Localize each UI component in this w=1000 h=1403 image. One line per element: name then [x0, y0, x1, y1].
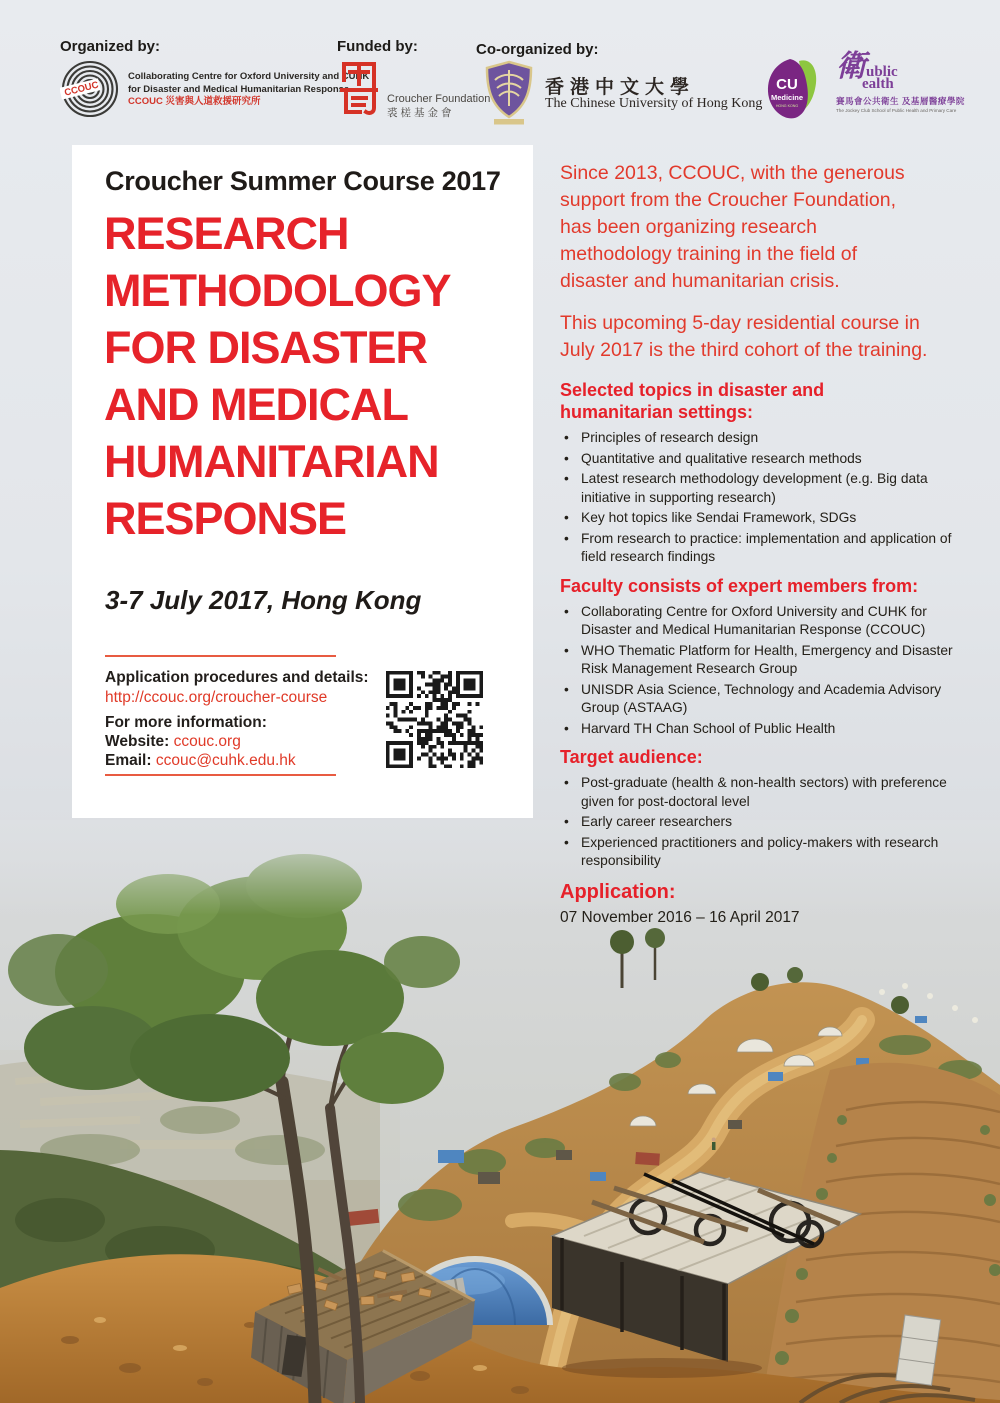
intro-line: methodology training in the field of: [560, 243, 858, 265]
heading-line: humanitarian settings:: [560, 402, 754, 422]
website-label: Website:: [105, 733, 170, 750]
bullet-item: • Collaborating Centre for Oxford University and CUHK for Disaster and Medical Humanitarian Response (CCOUC): [560, 603, 960, 640]
croucher-foundation-name: [387, 92, 490, 120]
title-line: AND MEDICAL: [104, 379, 408, 430]
cuhk-name-cn: 香港中文大學: [545, 77, 696, 98]
cuhk-name-en: The Chinese University of Hong Kong: [545, 96, 763, 111]
topics-list: [560, 429, 960, 567]
croucher-seal-icon: [336, 58, 382, 118]
email-link[interactable]: ccouc@cuhk.edu.hk: [155, 752, 296, 769]
ccouc-line3: CCOUC 災害與人道救援研究所: [128, 96, 261, 107]
bullet-item: • Quantitative and qualitative research methods: [560, 450, 960, 469]
bullet-item: • UNISDR Asia Science, Technology and Academia Advisory Group (ASTAAG): [560, 681, 960, 718]
intro-line: July 2017 is the third cohort of the training.: [560, 339, 928, 361]
title-line: METHODOLOGY: [104, 265, 451, 316]
bullet-item: • From research to practice: implementation and application of field research findings: [560, 530, 960, 567]
cuhk-logo-icon: [483, 60, 535, 126]
ph-name-en: The Jockey Club School of Public Health and Primary Care: [836, 108, 957, 113]
ph-calligraphy-char: 衛: [836, 50, 866, 83]
section-heading-faculty: [560, 575, 960, 597]
ccouc-line1: Collaborating Centre for Oxford University and CUHK: [128, 71, 370, 82]
ph-ealth-text: ealth: [862, 76, 894, 92]
bullet-item: • WHO Thematic Platform for Health, Emergency and Disaster Risk Management Research Group: [560, 642, 960, 679]
public-health-school-logo: [836, 50, 976, 113]
title-line: RESEARCH: [104, 208, 349, 259]
croucher-name-cn: 裘槎基金會: [387, 107, 455, 119]
svg-text:CU: CU: [776, 76, 798, 93]
application-details-label: Application procedures and details:: [105, 669, 369, 686]
email-row: [105, 752, 296, 770]
website-row: [105, 733, 241, 751]
course-date-location: 3-7 July 2017, Hong Kong: [105, 585, 422, 615]
funded-by-label: Funded by:: [337, 38, 418, 55]
intro-paragraph-2: [560, 310, 960, 364]
title-line: FOR DISASTER: [104, 322, 428, 373]
intro-line: disaster and humanitarian crisis.: [560, 270, 840, 292]
intro-line: This upcoming 5-day residential course in: [560, 312, 920, 334]
audience-list: [560, 774, 960, 871]
section-heading-topics: [560, 379, 960, 423]
course-kicker: Croucher Summer Course 2017: [105, 166, 501, 196]
intro-paragraph-1: [560, 160, 960, 295]
heading-line: Selected topics in disaster and: [560, 380, 825, 400]
bullet-item: • Early career researchers: [560, 813, 960, 832]
svg-text:CCOUC: CCOUC: [63, 79, 100, 99]
co-organized-by-label: Co-organized by:: [476, 41, 599, 58]
intro-line: has been organizing research: [560, 216, 817, 238]
organized-by-label: Organized by:: [60, 38, 161, 55]
title-card: [72, 145, 533, 818]
svg-text:HONG KONG: HONG KONG: [775, 104, 799, 108]
ph-name-cn: 賽馬會公共衛生 及基層醫療學院: [836, 96, 965, 106]
bullet-item: • Principles of research design: [560, 429, 960, 448]
application-period: 07 November 2016 – 16 April 2017: [560, 908, 800, 926]
application-url-link[interactable]: http://ccouc.org/croucher-course: [105, 689, 328, 706]
ccouc-logo-icon: [60, 59, 120, 119]
svg-text:Medicine: Medicine: [770, 93, 804, 102]
heading-line: Faculty consists of expert members from:: [560, 575, 919, 596]
email-label: Email:: [105, 752, 152, 769]
bullet-item: • Key hot topics like Sendai Framework, SDGs: [560, 509, 960, 528]
qr-code: [378, 663, 491, 776]
faculty-list: [560, 603, 960, 739]
cu-medicine-logo-icon: [763, 57, 819, 123]
bullet-item: • Experienced practitioners and policy-makers with research responsibility: [560, 834, 960, 871]
application-heading: Application:: [560, 880, 676, 903]
divider-line: [105, 655, 336, 657]
heading-line: Target audience:: [560, 747, 703, 767]
more-info-label: For more information:: [105, 714, 267, 731]
title-line: RESPONSE: [104, 493, 347, 544]
ccouc-line2: for Disaster and Medical Humanitarian Response: [128, 83, 350, 95]
bullet-item: • Post-graduate (health & non-health sectors) with preference given for post-doctoral level: [560, 774, 960, 811]
website-link[interactable]: ccouc.org: [173, 733, 241, 750]
intro-line: Since 2013, CCOUC, with the generous: [560, 162, 905, 184]
course-info-column: [560, 160, 960, 927]
bullet-item: • Harvard TH Chan School of Public Health: [560, 720, 960, 739]
croucher-name-en: Croucher Foundation: [387, 93, 491, 105]
ph-ublic-text: ublic: [866, 64, 898, 80]
section-heading-audience: [560, 746, 960, 768]
intro-line: support from the Croucher Foundation,: [560, 189, 897, 211]
title-line: HUMANITARIAN: [104, 436, 439, 487]
ccouc-org-name: [128, 71, 369, 109]
course-title: [104, 205, 451, 547]
divider-line: [105, 774, 336, 776]
bullet-item: • Latest research methodology development (e.g. Big data initiative in supporting research): [560, 470, 960, 507]
